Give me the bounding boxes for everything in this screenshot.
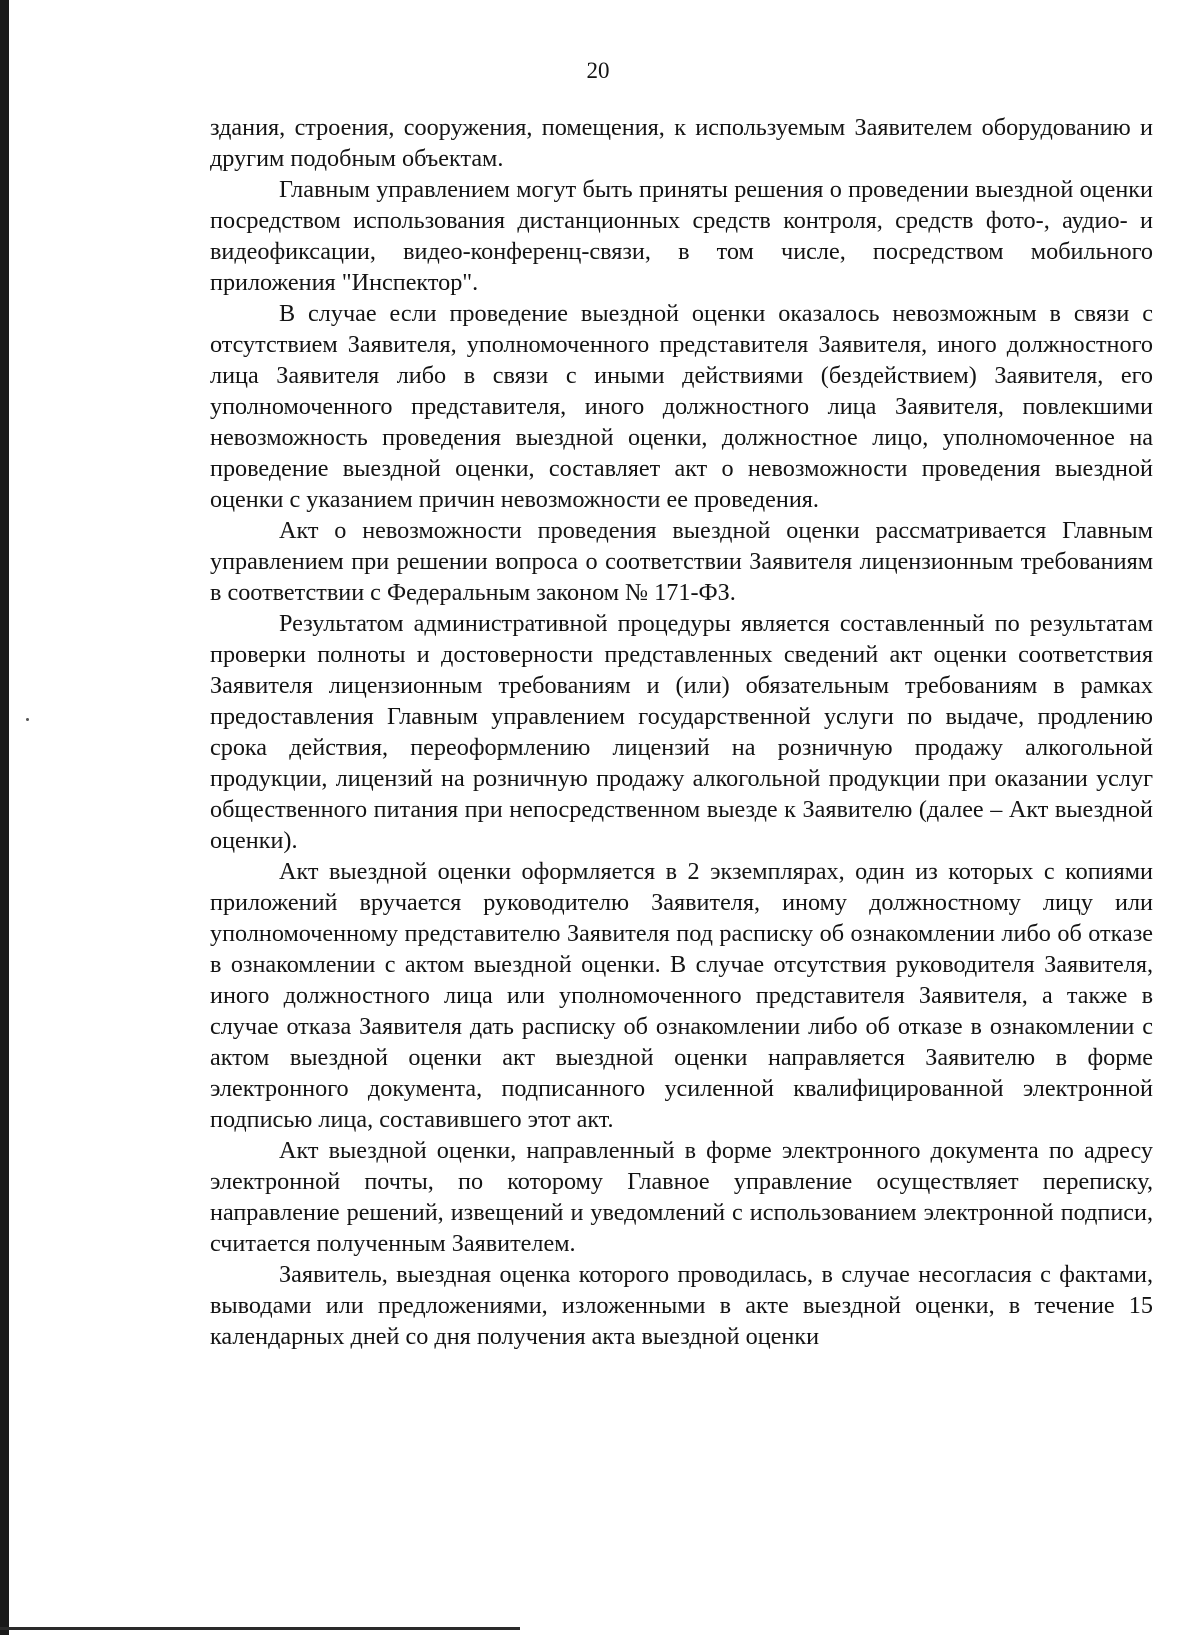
paragraph-impossibility-act: Акт о невозможности проведения выездной оценки рассматривается Главным управлением при решении вопроса о соответствии Заявителя лицензионным требованиям в соответствии с Федеральным законом № 171-ФЗ. — [210, 517, 1153, 606]
scan-bottom-line — [0, 1627, 520, 1630]
paragraph-impossibility: В случае если проведение выездной оценки оказалось невозможным в связи с отсутствием Заявителя, уполномоченного представителя Заявителя, иного должностного лица Заявителя либо в связи с иными действиями (бездействием) Заявителя, его уполномоченного представителя, иного должностного лица Заявителя, повлекшими невозможность проведения выездной оценки, должностное лицо, уполномоченное на проведение выездной оценки, составляет акт о невозможности проведения выездной оценки с указанием причин невозможности ее проведения. — [210, 300, 1153, 513]
paragraph-electronic-act: Акт выездной оценки, направленный в форме электронного документа по адресу электронной почты, по которому Главное управление осуществляет переписку, направление решений, извещений и уведомлений с использованием электронной подписи, считается полученным Заявителем. — [210, 1137, 1153, 1257]
paragraph-continuation: здания, строения, сооружения, помещения, к используемым Заявителем оборудованию и другим подобным объектам. — [210, 114, 1153, 172]
paragraph-act-copies: Акт выездной оценки оформляется в 2 экземплярах, один из которых с копиями приложений вручается руководителю Заявителя, иному должностному лицу или уполномоченному представителю Заявителя под расписку об ознакомлении либо об отказе в ознакомлении с актом выездной оценки. В случае отсутствия руководителя Заявителя, иного должностного лица или уполномоченного представителя Заявителя, а также в случае отказа Заявителя дать расписку об ознакомлении либо об отказе в ознакомлении с актом выездной оценки акт выездной оценки направляется Заявителю в форме электронного документа, подписанного усиленной квалифицированной электронной подписью лица, составившего этот акт. — [210, 858, 1153, 1133]
paragraph-procedure-result: Результатом административной процедуры является составленный по результатам проверки полноты и достоверности представленных сведений акт оценки соответствия Заявителя лицензионным требованиям и (или) обязательным требованиям в рамках предоставления Главным управлением государственной услуги по выдаче, продлению срока действия, переоформлению лицензий на розничную продажу алкогольной продукции, лицензий на розничную продажу алкогольной продукции при оказании услуг общественного питания при непосредственном выезде к Заявителю (далее – Акт выездной оценки). — [210, 610, 1153, 854]
scan-speck — [26, 718, 29, 721]
document-body — [210, 112, 1153, 1352]
paragraph-disagreement: Заявитель, выездная оценка которого проводилась, в случае несогласия с фактами, выводами или предложениями, изложенными в акте выездной оценки, в течение 15 календарных дней со дня получения акта выездной оценки — [210, 1261, 1153, 1350]
page-number: 20 — [586, 58, 610, 83]
paragraph-remote-assessment: Главным управлением могут быть приняты решения о проведении выездной оценки посредством использования дистанционных средств контроля, средств фото-, аудио- и видеофиксации, видео-конференц-связи, в том числе, посредством мобильного приложения "Инспектор". — [210, 176, 1153, 296]
scan-edge-shadow — [0, 0, 9, 1635]
